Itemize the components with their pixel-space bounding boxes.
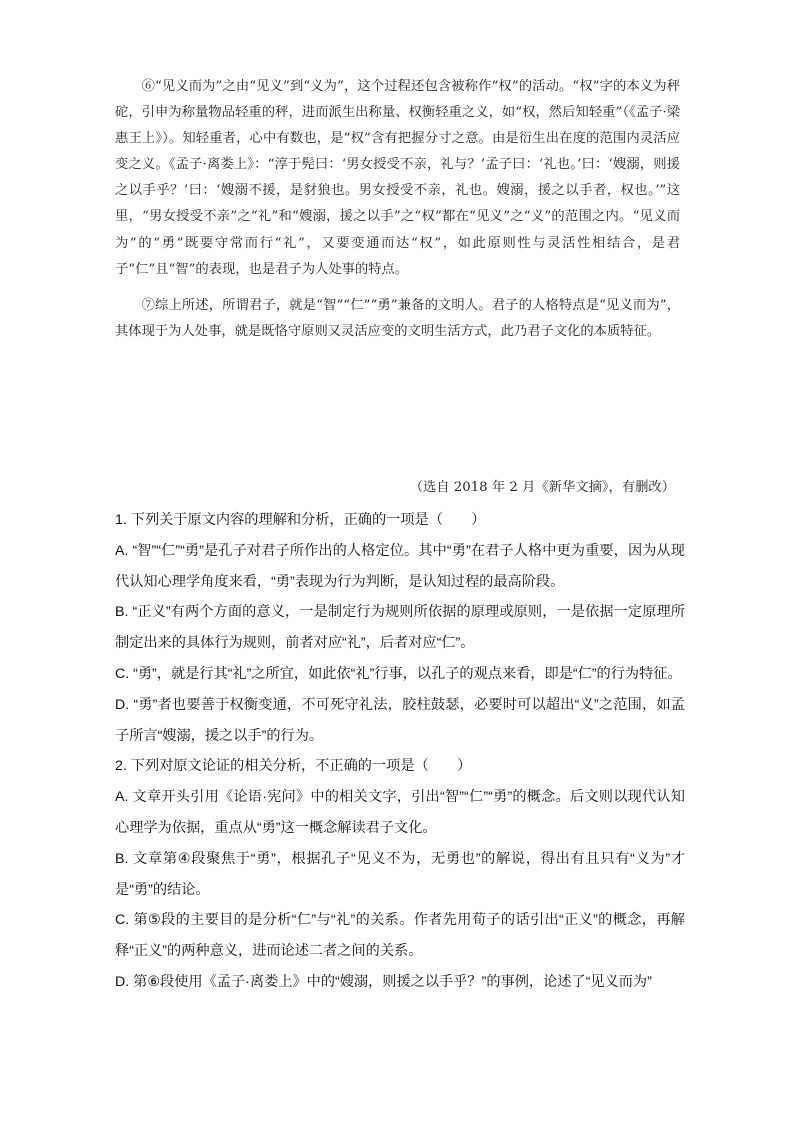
questions-section [115, 505, 685, 998]
question-2-stem: 2. 下列对原文论证的相关分析，不正确的一项是（ ） [115, 758, 472, 775]
question-1-option-c[interactable]: C. “勇”，就是行其“礼”之所宜，如此依“礼”行事，以孔子的观点来看，即是“仁”的行为特征。 [115, 665, 682, 682]
question-1-option-b[interactable]: B. “正义”有两个方面的意义，一是制定行为规则所依据的原理或原则，一是依据一定原理所制定出来的具体行为规则，前者对应“礼”，后者对应“仁”。 [115, 604, 685, 652]
reading-passage [115, 74, 680, 355]
question-1-option-d[interactable]: D. “勇”者也要善于权衡变通，不可死守礼法，胶柱鼓瑟，必要时可以超出“义”之范围，如孟子所言“嫂溺，援之以手”的行为。 [115, 696, 685, 744]
paragraph-6: ⑥“见义而为”之由“见义”到“义为”，这个过程还包含被称作“权”的活动。“权”字的本义为秤砣，引申为称量物品轻重的秤，进而派生出称量、权衡轻重之义，如“权，然后知轻重”（《孟子·梁惠王上》）。知轻重者，心中有数也，是“权”含有把握分寸之意。由是衍生出在度的范围内灵活应变之义。《孟子·离娄上》：“淳于髡曰：‘男女授受不亲，礼与？’孟子曰：‘礼也。’曰：‘嫂溺，则援之以手乎？’曰：‘嫂溺不援，是豺狼也。男女授受不亲，礼也。嫂溺，援之以手者，权也。’”这里，“男女授受不亲”之“礼”和“嫂溺，援之以手”之“权”都在“见义”之“义”的范围之内。“见义而为”的“勇”既要守常而行“礼”，又要变通而达“权”，如此原则性与灵活性相结合，是君子“仁”且“智”的表现，也是君子为人处事的特点。 [115, 79, 680, 277]
question-2-option-a[interactable]: A. 文章开头引用《论语·宪问》中的相关文字，引出“智”“仁”“勇”的概念。后文则以现代认知心理学为依据，重点从“勇”这一概念解读君子文化。 [115, 789, 685, 836]
question-2-option-c[interactable]: C. 第⑤段的主要目的是分析“仁”与“礼”的关系。作者先用荀子的话引出“正义”的概念，再解释“正义”的两种意义，进而论述二者之间的关系。 [115, 912, 685, 960]
question-2-option-b[interactable]: B. 文章第④段聚焦于“勇”，根据孔子“见义不为，无勇也”的解说，得出有且只有“义为”才是“勇”的结论。 [115, 850, 685, 898]
question-2-option-d[interactable]: D. 第⑥段使用《孟子·离娄上》中的“嫂溺，则援之以手乎？”的事例，论述了“见义而为” [115, 973, 652, 990]
question-1 [115, 505, 685, 751]
paragraph-7: ⑦综上所述，所谓君子，就是“智”“仁”“勇”兼备的文明人。君子的人格特点是“见义而为”，其体现于为人处事，就是既恪守原则又灵活应变的文明生活方式，此乃君子文化的本质特征。 [115, 297, 680, 339]
question-1-stem: 1. 下列关于原文内容的理解和分析，正确的一项是（ ） [115, 512, 486, 528]
passage-source: （选自 2018 年 2 月《新华文摘》，有删改） [409, 480, 675, 495]
question-1-option-a[interactable]: A. “智”“仁”“勇”是孔子对君子所作出的人格定位。其中“勇”在君子人格中更为重要，因为从现代认知心理学角度来看，“勇”表现为行为判断，是认知过程的最高阶段。 [115, 542, 685, 590]
question-2 [115, 751, 685, 997]
